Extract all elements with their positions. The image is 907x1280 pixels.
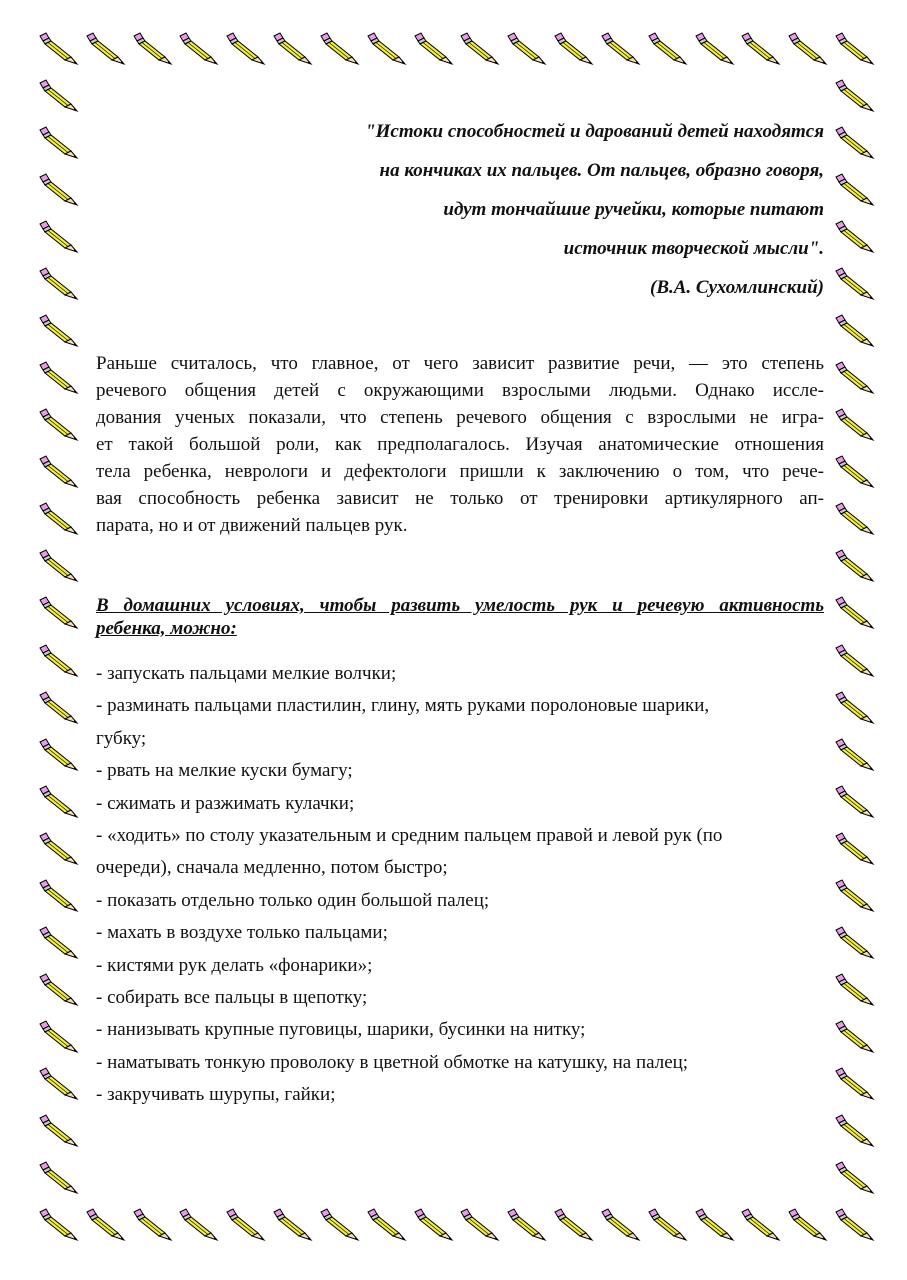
pencil-icon: [830, 1161, 878, 1195]
pencil-icon: [34, 1020, 82, 1054]
pencil-icon: [830, 644, 878, 678]
pencil-icon: [315, 32, 363, 66]
pencil-icon: [268, 1208, 316, 1242]
pencil-icon: [34, 32, 82, 66]
pencil-icon: [830, 32, 878, 66]
pencil-icon: [34, 1208, 82, 1242]
pencil-icon: [830, 926, 878, 960]
pencil-icon: [34, 173, 82, 207]
pencil-icon: [34, 644, 82, 678]
quote-line: идут тончайшие ручейки, которые питают: [443, 199, 824, 220]
intro-line: дования ученых показали, что степень речевого общения с взрослыми не игра-: [96, 407, 824, 428]
pencil-icon: [221, 1208, 269, 1242]
pencil-icon: [690, 32, 738, 66]
pencil-icon: [830, 126, 878, 160]
pencil-icon: [34, 502, 82, 536]
pencil-icon: [34, 785, 82, 819]
activity-list: [96, 658, 824, 1112]
pencil-icon: [830, 79, 878, 113]
list-item: - рвать на мелкие куски бумагу;: [96, 760, 353, 782]
pencil-icon: [830, 785, 878, 819]
list-item: - разминать пальцами пластилин, глину, мять руками поролоновые шарики,: [96, 695, 710, 717]
list-item: - нанизывать крупные пуговицы, шарики, бусинки на нитку;: [96, 1019, 586, 1041]
pencil-icon: [502, 1208, 550, 1242]
pencil-icon: [221, 32, 269, 66]
pencil-icon: [830, 173, 878, 207]
quote-line: источник творческой мысли".: [563, 238, 824, 259]
pencil-icon: [34, 361, 82, 395]
pencil-icon: [362, 1208, 410, 1242]
pencil-icon: [783, 1208, 831, 1242]
pencil-icon: [830, 361, 878, 395]
pencil-icon: [830, 1114, 878, 1148]
quote-author: (В.А. Сухомлинский): [650, 277, 824, 298]
pencil-icon: [81, 1208, 129, 1242]
pencil-icon: [34, 879, 82, 913]
intro-line: Раньше считалось, что главное, от чего зависит развитие речи, — это степень: [96, 353, 824, 374]
pencil-icon: [34, 832, 82, 866]
pencil-icon: [830, 832, 878, 866]
heading-line: В домашних условиях, чтобы развить умелость рук и речевую активность: [96, 595, 824, 616]
pencil-icon: [34, 926, 82, 960]
pencil-icon: [643, 1208, 691, 1242]
quote-line: "Истоки способностей и дарований детей находятся: [365, 121, 824, 142]
pencil-icon: [128, 1208, 176, 1242]
pencil-icon: [830, 408, 878, 442]
pencil-icon: [830, 738, 878, 772]
pencil-icon: [268, 32, 316, 66]
quote-line: на кончиках их пальцев. От пальцев, образно говоря,: [379, 160, 824, 181]
list-item: - собирать все пальцы в щепотку;: [96, 987, 368, 1009]
intro-line: речевого общения детей с окружающими взрослыми людьми. Однако иссле-: [96, 380, 824, 401]
pencil-icon: [34, 126, 82, 160]
pencil-icon: [830, 596, 878, 630]
pencil-icon: [34, 549, 82, 583]
pencil-icon: [362, 32, 410, 66]
pencil-icon: [830, 220, 878, 254]
pencil-icon: [830, 973, 878, 1007]
list-item: губку;: [96, 727, 147, 749]
list-item: - наматывать тонкую проволоку в цветной обмотке на катушку, на палец;: [96, 1051, 689, 1073]
pencil-icon: [128, 32, 176, 66]
pencil-icon: [455, 32, 503, 66]
list-item: - кистями рук делать «фонарики»;: [96, 954, 373, 976]
pencil-icon: [455, 1208, 503, 1242]
pencil-icon: [34, 691, 82, 725]
list-item: - махать в воздухе только пальцами;: [96, 922, 388, 944]
pencil-icon: [34, 738, 82, 772]
pencil-icon: [783, 32, 831, 66]
intro-line: ет такой большой роли, как предполагалось. Изучая анатомические отношения: [96, 434, 824, 455]
pencil-icon: [409, 1208, 457, 1242]
pencil-icon: [34, 220, 82, 254]
pencil-icon: [643, 32, 691, 66]
pencil-icon: [315, 1208, 363, 1242]
pencil-icon: [549, 1208, 597, 1242]
list-item: - запускать пальцами мелкие волчки;: [96, 663, 397, 684]
pencil-icon: [830, 314, 878, 348]
pencil-icon: [830, 879, 878, 913]
pencil-icon: [34, 596, 82, 630]
pencil-icon: [34, 455, 82, 489]
pencil-icon: [830, 691, 878, 725]
pencil-icon: [830, 549, 878, 583]
pencil-icon: [34, 1114, 82, 1148]
list-item: - сжимать и разжимать кулачки;: [96, 792, 355, 814]
pencil-icon: [596, 1208, 644, 1242]
pencil-icon: [34, 79, 82, 113]
pencil-icon: [502, 32, 550, 66]
section-heading: [96, 594, 824, 640]
pencil-icon: [830, 455, 878, 489]
pencil-icon: [830, 1067, 878, 1101]
intro-paragraph: [96, 350, 824, 539]
pencil-icon: [409, 32, 457, 66]
pencil-icon: [174, 1208, 222, 1242]
pencil-icon: [34, 1161, 82, 1195]
epigraph-quote: [200, 112, 824, 307]
pencil-icon: [34, 267, 82, 301]
pencil-icon: [830, 502, 878, 536]
list-item: очереди), сначала медленно, потом быстро;: [96, 857, 448, 879]
intro-line: вая способность ребенка зависит не только от тренировки артикулярного ап-: [96, 488, 824, 509]
list-item: - «ходить» по столу указательным и средним пальцем правой и левой рук (по: [96, 825, 723, 847]
pencil-icon: [830, 267, 878, 301]
pencil-icon: [596, 32, 644, 66]
pencil-icon: [34, 314, 82, 348]
intro-line: парата, но и от движений пальцев рук.: [96, 515, 408, 536]
pencil-icon: [34, 408, 82, 442]
pencil-icon: [34, 973, 82, 1007]
heading-line: ребенка, можно:: [96, 618, 237, 639]
intro-line: тела ребенка, неврологи и дефектологи пришли к заключению о том, что рече-: [96, 461, 824, 482]
pencil-icon: [830, 1208, 878, 1242]
list-item: - закручивать шурупы, гайки;: [96, 1084, 336, 1106]
pencil-icon: [736, 1208, 784, 1242]
pencil-icon: [34, 1067, 82, 1101]
pencil-icon: [736, 32, 784, 66]
pencil-icon: [830, 1020, 878, 1054]
list-item: - показать отдельно только один большой палец;: [96, 889, 490, 911]
pencil-icon: [81, 32, 129, 66]
pencil-icon: [549, 32, 597, 66]
pencil-icon: [690, 1208, 738, 1242]
pencil-icon: [174, 32, 222, 66]
